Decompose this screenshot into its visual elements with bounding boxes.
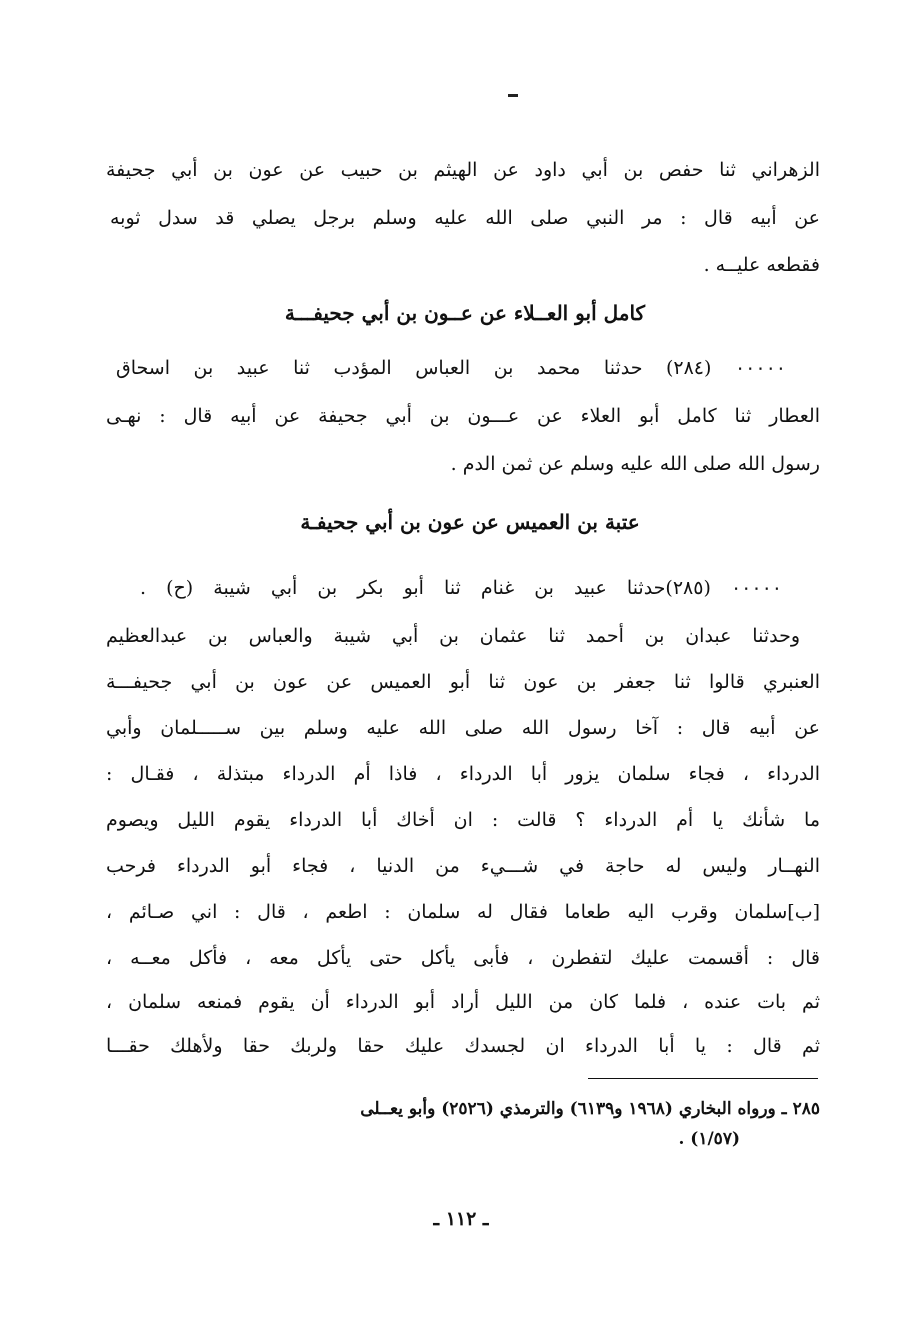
text-line: فقطعه عليــه .: [703, 254, 820, 276]
page-number: ـ ١١٢ ـ: [433, 1208, 489, 1230]
text-line: ثم بات عنده ، فلما كان من الليل أراد أبو الدرداء أن يقوم فمنعه سلمان ،: [106, 991, 820, 1013]
text-line: ٠٠٠٠٠ (٢٨٤) حدثنا محمد بن العباس المؤدب ثنا عبيد بن اسحاق: [116, 357, 786, 379]
text-line: العطار ثنا كامل أبو العلاء عن عـــون بن أبي جحيفة عن أبيه قال : نهـى: [106, 405, 820, 427]
footnote-separator: [588, 1078, 818, 1079]
section-heading: عتبة بن العميس عن عون بن أبي جحيفـة: [300, 510, 640, 534]
top-mark: [508, 94, 518, 97]
text-line: عن أبيه قال : مر النبي صلى الله عليه وسلم برجل يصلي قد سدل ثوبه: [110, 207, 820, 229]
text-line: وحدثنا عبدان بن أحمد ثنا عثمان بن أبي شيبة والعباس بن عبدالعظيم: [106, 625, 800, 647]
text-line: رسول الله صلى الله عليه وسلم عن ثمن الدم .: [450, 453, 820, 475]
text-line: [ب]سلمان وقرب اليه طعاما فقال له سلمان : اطعم ، قال : اني صـائم ،: [106, 901, 820, 923]
text-line: ما شأنك يا أم الدرداء ؟ قالت : ان أخاك أبا الدرداء يقوم الليل ويصوم: [106, 809, 820, 831]
text-line: الزهراني ثنا حفص بن أبي داود عن الهيثم بن حبيب عن عون بن أبي جحيفة: [106, 159, 820, 181]
text-line: الدرداء ، فجاء سلمان يزور أبا الدرداء ، فاذا أم الدرداء مبتذلة ، فقـال :: [106, 763, 820, 785]
footnote-line: (١/٥٧) .: [678, 1129, 740, 1149]
text-line: عن أبيه قال : آخا رسول الله صلى الله عليه وسلم بين ســـــلمان وأبي: [106, 717, 820, 739]
text-line: ثم قال : يا أبا الدرداء ان لجسدك عليك حقا ولربك حقا ولأهلك حقـــا: [106, 1035, 820, 1057]
text-line: ٠٠٠٠٠ (٢٨٥)حدثنا عبيد بن غنام ثنا أبو بكر بن أبي شيبة (ح) .: [140, 577, 782, 599]
footnote-line: ٢٨٥ ـ ورواه البخاري (١٩٦٨ و٦١٣٩) والترمذي (٢٥٢٦) وأبو يعــلى: [360, 1099, 820, 1119]
section-heading: كامل أبو العــلاء عن عــون بن أبي جحيفـــة: [284, 301, 646, 325]
text-line: النهــار وليس له حاجة في شـــيء من الدنيا ، فجاء أبو الدرداء فرحب: [106, 855, 820, 877]
text-line: العنبري قالوا ثنا جعفر بن عون ثنا أبو العميس عن عون بن أبي جحيفـــة: [106, 671, 820, 693]
text-line: قال : أقسمت عليك لتفطرن ، فأبى يأكل حتى يأكل معه ، فأكل معــه ،: [106, 947, 820, 969]
